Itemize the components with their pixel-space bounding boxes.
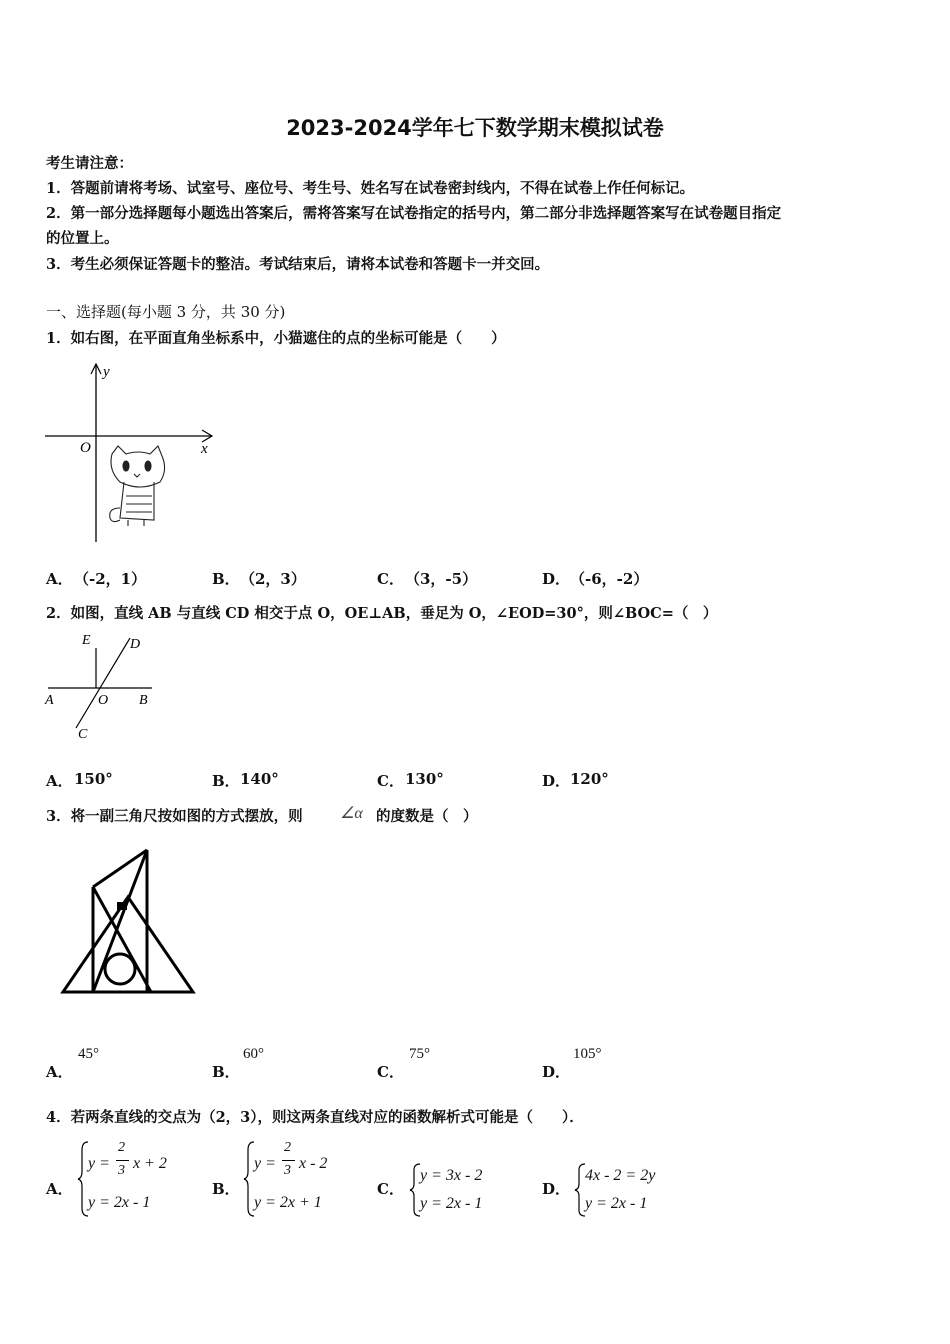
q4-b-frac-num: 2 xyxy=(284,1140,291,1155)
q3-angle-alpha: ∠α xyxy=(340,805,363,822)
q3-option-b-label: B． xyxy=(212,1063,240,1081)
q4-option-d-label: D． xyxy=(542,1180,571,1198)
q2-option-d-value: 120° xyxy=(570,770,609,788)
q4-b-frac-bar xyxy=(282,1160,295,1161)
label-d: D xyxy=(130,637,141,652)
q3-option-b-value: 60° xyxy=(243,1046,264,1062)
q1-option-d-value: （-6，-2） xyxy=(570,570,649,588)
q1-option-b-value: （2，3） xyxy=(240,570,306,588)
q1-option-a-label: A． xyxy=(46,570,73,588)
notice-line-1: 1．答题前请将考场、试室号、座位号、考生号、姓名写在试卷密封线内，不得在试卷上作任何标记。 xyxy=(46,180,695,197)
q3-text-after: 的度数是（ ） xyxy=(376,808,478,825)
q4-option-c-label: C． xyxy=(377,1180,404,1198)
q2-option-b-value: 140° xyxy=(240,770,279,788)
q1-option-c-value: （3，-5） xyxy=(405,570,478,588)
circle-hole xyxy=(105,954,135,984)
q2-figure-intersecting-lines xyxy=(40,628,170,748)
notice-line-4: 3．考生必须保证答题卡的整洁。考试结束后，请将本试卷和答题卡一并交回。 xyxy=(46,256,550,273)
q4-a-frac-bar xyxy=(116,1160,129,1161)
q4-option-a-label: A． xyxy=(46,1180,73,1198)
q1-figure-coordinate-plane xyxy=(40,358,230,548)
page-title: 2023-2024学年七下数学期末模拟试卷 xyxy=(286,116,664,140)
angle-alpha-mark-icon xyxy=(117,902,127,910)
cat-icon xyxy=(110,446,165,526)
q2-option-a-label: A． xyxy=(46,772,73,790)
q4-a-frac-den: 3 xyxy=(118,1163,125,1178)
origin-label: O xyxy=(80,440,91,456)
q4-option-b-label: B． xyxy=(212,1180,240,1198)
q3-text-before: 3．将一副三角尺按如图的方式摆放，则 xyxy=(46,808,303,825)
q2-option-c-value: 130° xyxy=(405,770,444,788)
q1-text: 1．如右图，在平面直角坐标系中，小猫遮住的点的坐标可能是（ ） xyxy=(46,330,506,347)
y-axis-label: y xyxy=(103,364,110,380)
q4-b-eq1-post: x - 2 xyxy=(299,1155,328,1172)
notice-line-3: 的位置上。 xyxy=(46,230,119,247)
label-o: O xyxy=(98,693,109,708)
triangle-45 xyxy=(63,897,193,992)
q4-d-eq2: y = 2x - 1 xyxy=(585,1195,648,1212)
q3-option-c-label: C． xyxy=(377,1063,404,1081)
label-a: A xyxy=(45,693,54,708)
q4-a-eq2: y = 2x - 1 xyxy=(88,1194,151,1211)
q3-option-d-label: D． xyxy=(542,1063,571,1081)
label-b: B xyxy=(139,693,148,708)
q3-option-a-value: 45° xyxy=(78,1046,99,1062)
label-e: E xyxy=(82,633,91,648)
q1-option-b-label: B． xyxy=(212,570,240,588)
q4-b-eq1-pre: y = xyxy=(254,1155,276,1172)
q2-text: 2．如图，直线 AB 与直线 CD 相交于点 O，OE⊥AB，垂足为 O，∠EOD=30°，则∠BOC=（ ） xyxy=(46,605,718,622)
q4-d-eq1: 4x - 2 = 2y xyxy=(585,1167,656,1184)
q2-option-b-label: B． xyxy=(212,772,240,790)
q4-a-frac-num: 2 xyxy=(118,1140,125,1155)
q4-b-frac-den: 3 xyxy=(284,1163,291,1178)
q2-option-a-value: 150° xyxy=(74,770,113,788)
notice-heading: 考生请注意： xyxy=(46,155,133,172)
q4-a-eq1-pre: y = xyxy=(88,1155,110,1172)
q1-option-c-label: C． xyxy=(377,570,404,588)
label-c: C xyxy=(78,727,88,742)
q4-a-eq1-post: x + 2 xyxy=(133,1155,167,1172)
x-axis-label: x xyxy=(201,441,208,457)
q3-option-d-value: 105° xyxy=(573,1046,602,1062)
q4-b-eq2: y = 2x + 1 xyxy=(254,1194,322,1211)
q1-option-d-label: D． xyxy=(542,570,571,588)
q3-option-a-label: A． xyxy=(46,1063,73,1081)
notice-line-2: 2．第一部分选择题每小题选出答案后，需将答案写在试卷指定的括号内，第二部分非选择题答案写在试卷题目指定 xyxy=(46,205,782,222)
q2-option-c-label: C． xyxy=(377,772,404,790)
section-heading: 一、选择题(每小题 3 分，共 30 分) xyxy=(46,303,286,321)
line-cd xyxy=(76,638,130,728)
q4-text: 4．若两条直线的交点为（2，3），则这两条直线对应的函数解析式可能是（ ）． xyxy=(46,1109,584,1126)
q1-option-a-value: （-2，1） xyxy=(74,570,147,588)
q4-c-eq1: y = 3x - 2 xyxy=(420,1167,483,1184)
q2-option-d-label: D． xyxy=(542,772,571,790)
q3-option-c-value: 75° xyxy=(409,1046,430,1062)
q4-c-eq2: y = 2x - 1 xyxy=(420,1195,483,1212)
q3-figure-set-squares xyxy=(55,842,205,1002)
